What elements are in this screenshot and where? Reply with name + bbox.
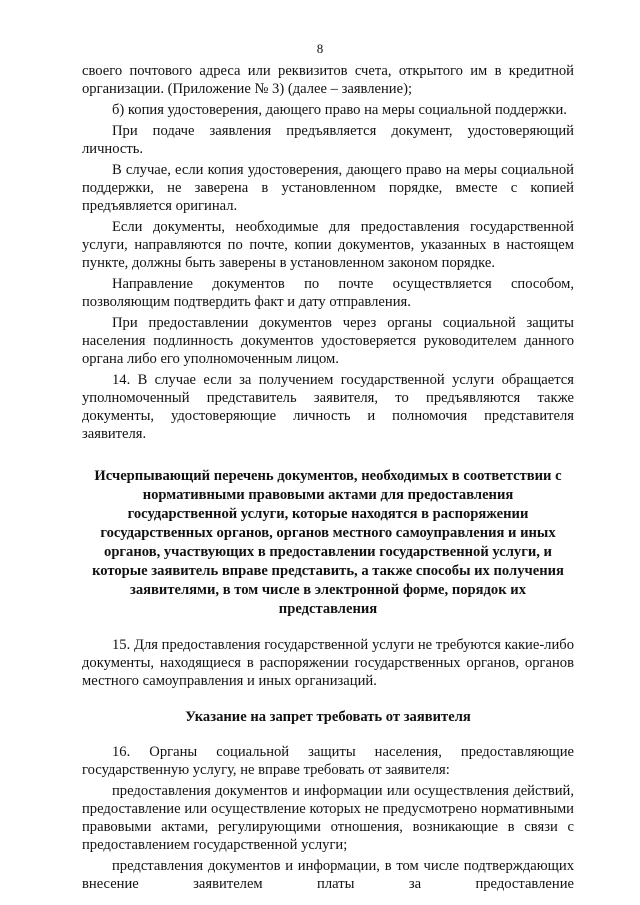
paragraph-15: 15. Для предоставления государственной услуги не требуются какие-либо документы, находящиеся в распоряжении государственных органов, органов местного самоуправления и иных организаций. [82,637,574,689]
paragraph-address-continuation: своего почтового адреса или реквизитов счета, открытого им в кредитной организации. (Приложение № 3) (далее – заявление); [82,63,574,97]
paragraph-mail-documents: Если документы, необходимые для предоставления государственной услуги, направляются по почте, копии документов, указанных в настоящем пункте, должны быть заверены в установленном законом порядке. [82,219,574,271]
document-body [82,62,574,893]
paragraph-identity-document: При подаче заявления предъявляется документ, удостоверяющий личность. [82,123,574,157]
section-heading-document-list: Исчерпывающий перечень документов, необходимых в соответствии с нормативными правовыми актами для предоставления государственной услуги, которые находятся в распоряжении государственных органов, органов местного самоуправления и иных органов, участвующих в предоставлении государственной услуги, и которые заявитель вправе представить, а также способы их получения заявителями, в том числе в электронной форме, порядок их представления [92,468,564,617]
section-heading-prohibition: Указание на запрет требовать от заявителя [185,709,471,725]
paragraph-16-item-2: представления документов и информации, в том числе подтверждающих внесение заявителем платы за предоставление [82,858,574,892]
paragraph-item-b: б) копия удостоверения, дающего право на меры социальной поддержки. [112,102,567,118]
paragraph-14: 14. В случае если за получением государственной услуги обращается уполномоченный представитель заявителя, то предъявляются также документы, удостоверяющие личность и полномочия представителя заявителя. [82,372,574,442]
page-number: 8 [316,41,324,56]
paragraph-authentication: При предоставлении документов через органы социальной защиты населения подлинность документов удостоверяется руководителем данного органа либо его уполномоченным лицом. [82,315,574,367]
paragraph-original-copy: В случае, если копия удостоверения, дающего право на меры социальной поддержки, не заверена в установленном порядке, вместе с копией предъявляется оригинал. [82,162,574,214]
paragraph-16: 16. Органы социальной защиты населения, предоставляющие государственную услугу, не вправе требовать от заявителя: [82,744,574,778]
paragraph-mail-method: Направление документов по почте осуществляется способом, позволяющим подтвердить факт и дату отправления. [82,276,574,310]
paragraph-16-item-1: предоставления документов и информации или осуществления действий, предоставление или осуществление которых не предусмотрено нормативными правовыми актами, регулирующими отношения, возникающие в связи с предоставлением государственной услуги; [82,783,574,853]
